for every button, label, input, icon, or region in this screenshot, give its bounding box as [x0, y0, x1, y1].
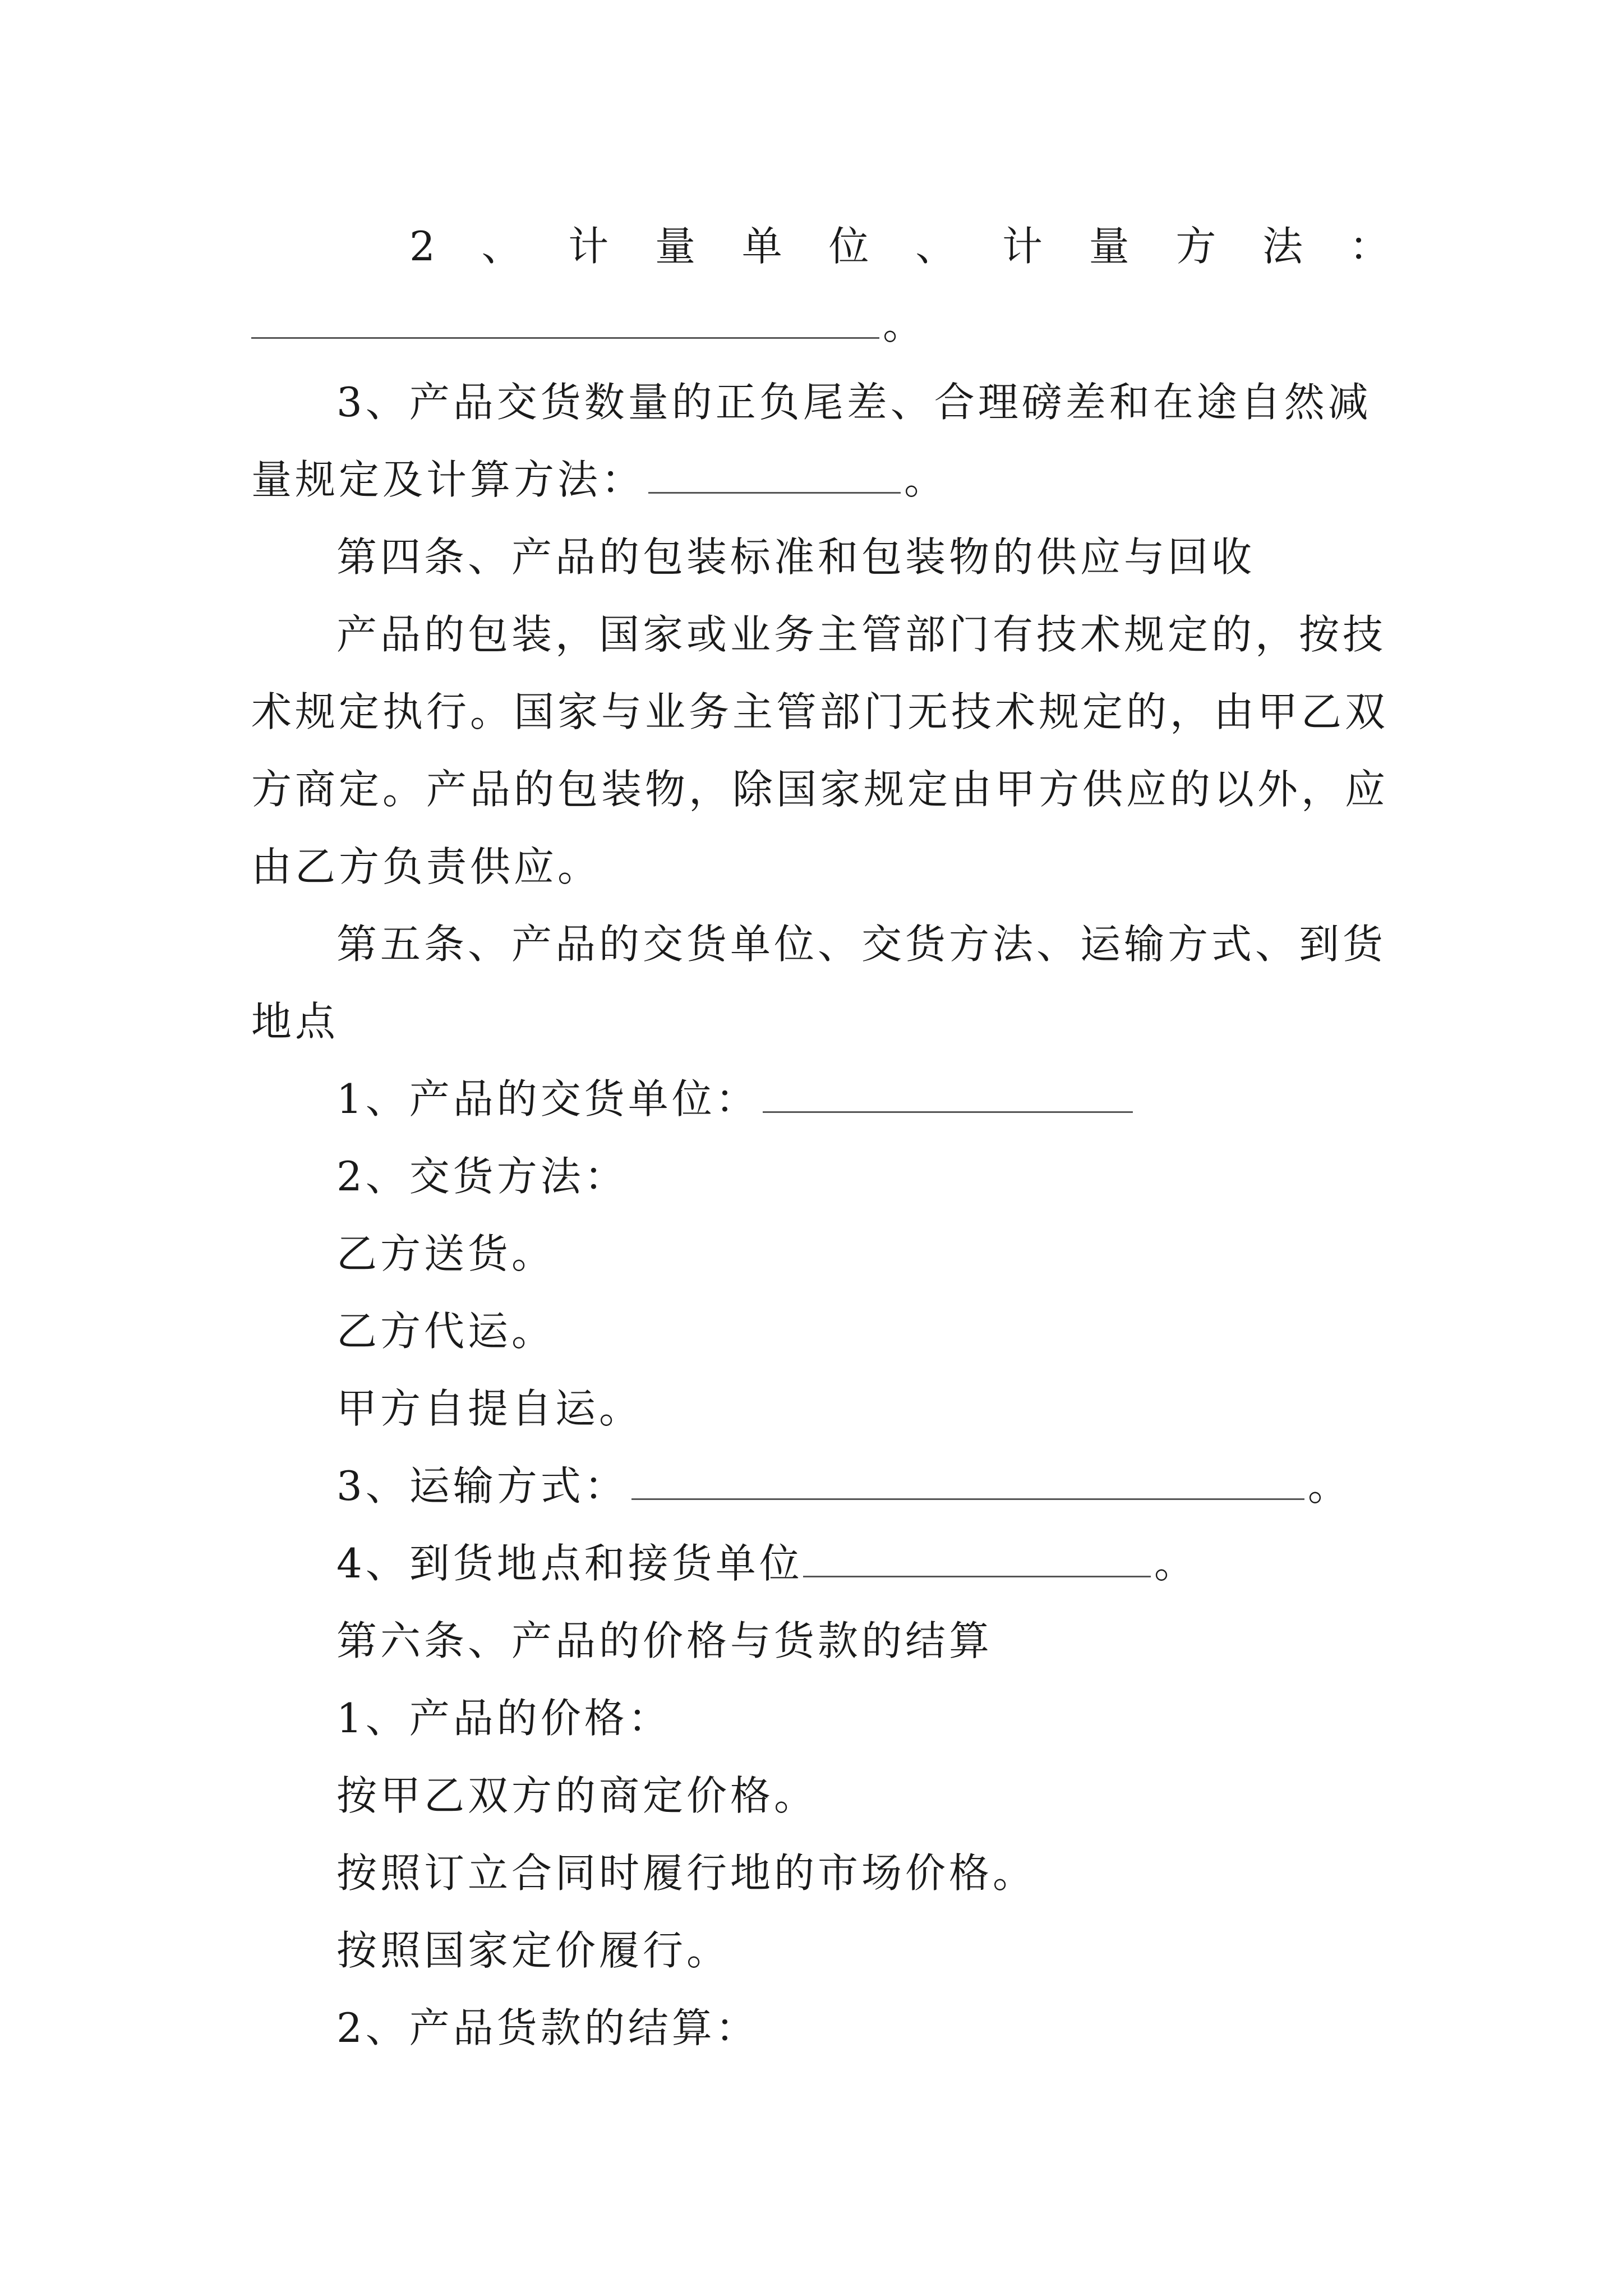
option-line: 甲方自提自运。: [336, 1385, 643, 1432]
option-line: 按照国家定价履行。: [336, 1927, 731, 1974]
char: 、: [915, 223, 956, 270]
option-line: 按甲乙双方的商定价格。: [336, 1772, 818, 1819]
delivery-method-line: 2、交货方法：: [336, 1153, 628, 1200]
clause-2-blank-line: [251, 286, 1390, 364]
char: 、: [481, 223, 522, 270]
article-5-heading-continued: 地点: [251, 998, 339, 1045]
char: 量: [1089, 223, 1129, 270]
transport-method-line: [336, 1447, 1390, 1525]
text: 3、运输方式：: [336, 1462, 628, 1510]
clause-3-line: 3、产品交货数量的正负尾差、合理磅差和在途自然减: [336, 379, 1372, 426]
article-4-heading: 第四条、产品的包装标准和包装物的供应与回收: [336, 533, 1256, 581]
text: 4、到货地点和接货单位: [336, 1540, 803, 1587]
char: 计: [1002, 223, 1043, 270]
destination-line: [336, 1525, 1390, 1602]
option-line: 乙方送货。: [336, 1230, 556, 1277]
char: 方: [1175, 223, 1216, 270]
article-6-heading: 第六条、产品的价格与货款的结算: [336, 1617, 993, 1664]
paragraph-line: 术规定执行。国家与业务主管部门无技术规定的，由甲乙双: [251, 688, 1389, 735]
clause-3-continued-line: [251, 441, 1390, 518]
fill-blank[interactable]: [251, 298, 879, 339]
char: ：: [1349, 223, 1390, 270]
clause-2-measurement-line: [409, 208, 1390, 285]
paragraph-line: 由乙方负责供应。: [251, 843, 602, 890]
text: 1、产品的交货单位：: [336, 1075, 759, 1122]
period: 。: [1154, 1540, 1198, 1587]
char: 位: [828, 223, 869, 270]
char: 计: [568, 223, 609, 270]
article-5-heading: 第五条、产品的交货单位、交货方法、运输方式、到货: [336, 921, 1387, 968]
period: 。: [904, 456, 948, 503]
fill-blank[interactable]: [763, 1072, 1133, 1113]
char: 单: [741, 223, 782, 270]
char: 2: [409, 223, 435, 270]
period: 。: [883, 301, 927, 348]
period: 。: [1307, 1462, 1352, 1510]
text: 量规定及计算方法：: [251, 456, 645, 503]
price-line: 1、产品的价格：: [336, 1695, 672, 1742]
option-line: 乙方代运。: [336, 1308, 556, 1355]
settlement-line: 2、产品货款的结算：: [336, 2004, 759, 2051]
char: 法: [1262, 223, 1303, 270]
paragraph-line: 产品的包装，国家或业务主管部门有技术规定的，按技: [336, 611, 1387, 658]
fill-blank[interactable]: [631, 1459, 1304, 1500]
delivery-unit-line: [336, 1060, 1390, 1138]
fill-blank[interactable]: [803, 1536, 1151, 1577]
option-line: 按照订立合同时履行地的市场价格。: [336, 1849, 1037, 1897]
char: 量: [655, 223, 696, 270]
fill-blank[interactable]: [648, 453, 901, 494]
paragraph-line: 方商定。产品的包装物，除国家规定由甲方供应的以外，应: [251, 766, 1389, 813]
